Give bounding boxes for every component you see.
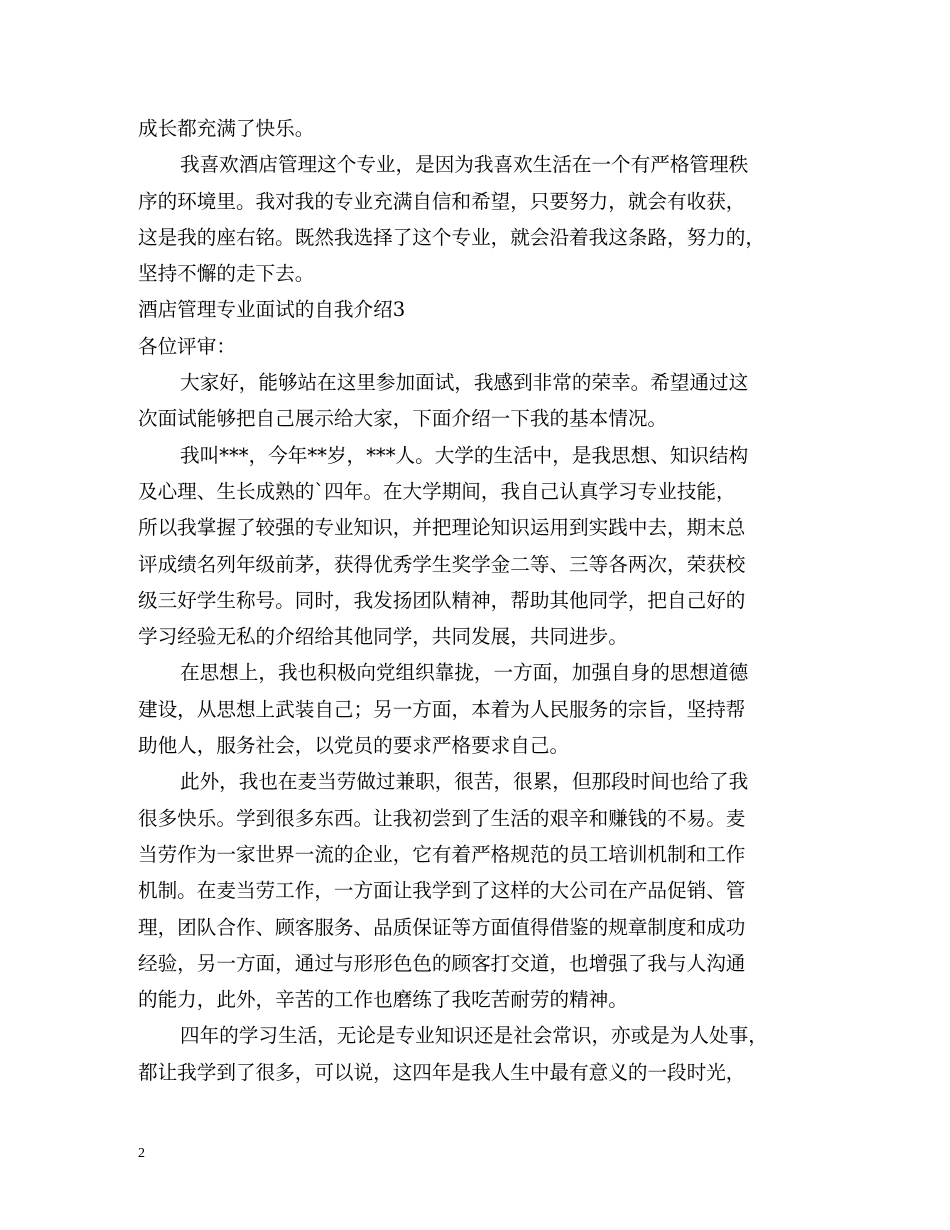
text-line: 各位评审： <box>138 334 236 358</box>
text-line: 我喜欢酒店管理这个专业，是因为我喜欢生活在一个有严格管理秩 <box>180 153 749 177</box>
text-line: 我叫***，今年**岁，***人。大学的生活中，是我思想、知识结构 <box>180 443 749 467</box>
text-line: 所以我掌握了较强的专业知识，并把理论知识运用到实践中去，期末总 <box>138 516 746 540</box>
text-line: 及心理、生长成熟的`四年。在大学期间，我自己认真学习专业技能， <box>138 479 736 503</box>
page-number: 2 <box>138 1146 145 1161</box>
text-line: 的能力，此外，辛苦的工作也磨练了我吃苦耐劳的精神。 <box>138 988 628 1012</box>
text-line: 成长都充满了快乐。 <box>138 117 315 140</box>
text-line: 助他人，服务社会，以党员的要求严格要求自己。 <box>138 734 570 758</box>
text-line: 都让我学到了很多，可以说，这四年是我人生中最有意义的一段时光， <box>138 1060 746 1084</box>
text-line: 酒店管理专业面试的自我介绍3 <box>138 298 406 322</box>
text-line: 这是我的座右铭。既然我选择了这个专业，就会沿着我这条路，努力的， <box>138 225 765 249</box>
text-line: 序的环境里。我对我的专业充满自信和希望，只要努力，就会有收获， <box>138 189 746 213</box>
text-line: 理，团队合作、顾客服务、品质保证等方面值得借鉴的规章制度和成功 <box>138 915 746 939</box>
text-line: 此外，我也在麦当劳做过兼职，很苦，很累，但那段时间也给了我 <box>180 770 749 794</box>
text-line: 很多快乐。学到很多东西。让我初尝到了生活的艰辛和赚钱的不易。麦 <box>138 806 746 830</box>
text-line: 经验，另一方面，通过与形形色色的顾客打交道，也增强了我与人沟通 <box>138 951 746 975</box>
text-line: 四年的学习生活，无论是专业知识还是社会常识，亦或是为人处事， <box>180 1024 768 1048</box>
text-line: 学习经验无私的介绍给其他同学，共同发展，共同进步。 <box>138 625 628 649</box>
document-body <box>138 111 828 1091</box>
text-line: 在思想上，我也积极向党组织靠拢，一方面，加强自身的思想道德 <box>180 661 749 685</box>
text-line: 机制。在麦当劳工作，一方面让我学到了这样的大公司在产品促销、管 <box>138 879 746 903</box>
text-line: 级三好学生称号。同时，我发扬团队精神，帮助其他同学，把自己好的 <box>138 588 746 612</box>
text-line: 次面试能够把自己展示给大家，下面介绍一下我的基本情况。 <box>138 407 668 431</box>
text-line: 坚持不懈的走下去。 <box>138 262 315 286</box>
text-line: 评成绩名列年级前茅，获得优秀学生奖学金二等、三等各两次，荣获校 <box>138 552 746 576</box>
text-line: 建设，从思想上武装自己；另一方面，本着为人民服务的宗旨，坚持帮 <box>138 697 746 721</box>
text-line: 当劳作为一家世界一流的企业，它有着严格规范的员工培训机制和工作 <box>138 842 746 866</box>
text-line: 大家好，能够站在这里参加面试，我感到非常的荣幸。希望通过这 <box>180 371 749 395</box>
